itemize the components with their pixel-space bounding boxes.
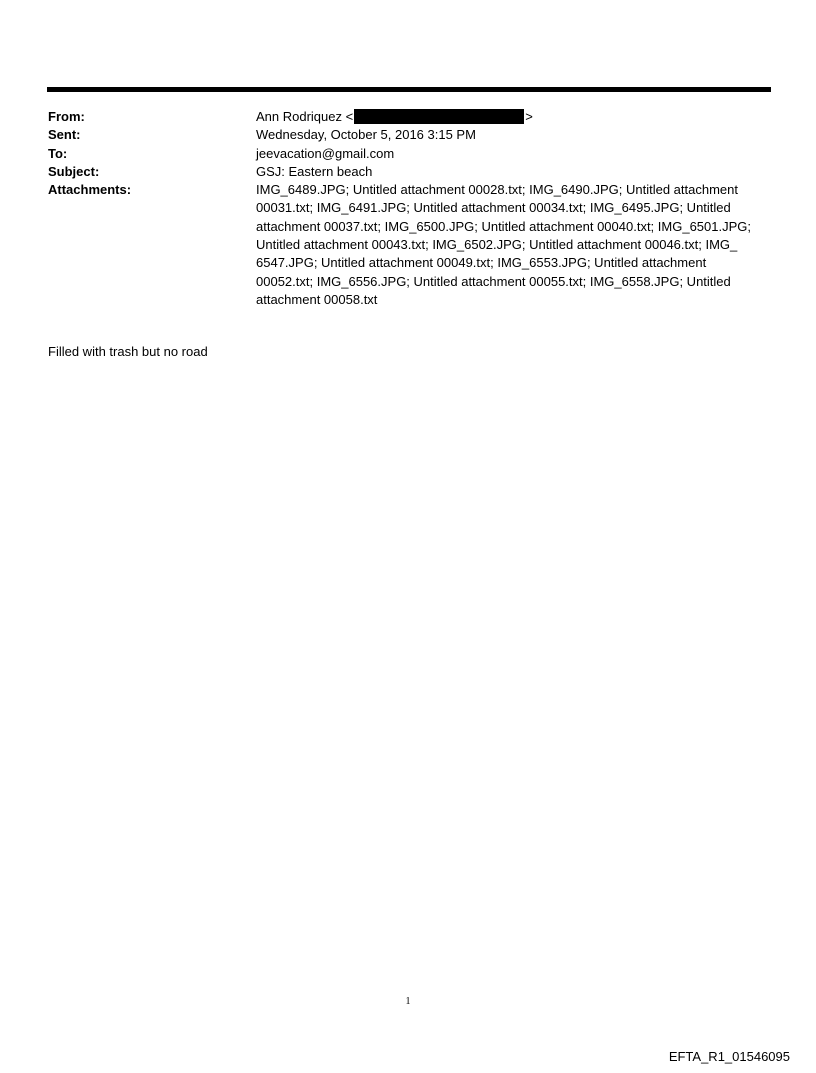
from-value [256, 108, 758, 126]
redaction-box [354, 109, 524, 124]
sent-row [48, 126, 758, 144]
attachments-label: Attachments: [48, 182, 132, 198]
email-header [48, 108, 758, 309]
header-rule [47, 87, 771, 92]
email-body: Filled with trash but no road [48, 344, 208, 359]
from-row [48, 108, 758, 126]
sent-value: Wednesday, October 5, 2016 3:15 PM [256, 127, 476, 143]
subject-value: GSJ: Eastern beach [256, 163, 373, 179]
document-id: EFTA_R1_01546095 [668, 1049, 790, 1064]
to-row [48, 145, 758, 163]
attachments-row [48, 181, 758, 309]
from-label: From: [48, 109, 85, 124]
to-label: To: [48, 145, 68, 161]
from-suffix: > [525, 109, 533, 124]
attachments-value: IMG_6489.JPG; Untitled attachment 00028.txt; IMG_6490.JPG; Untitled attachment 00031.txt; IMG_6491.JPG; Untitled attachment 00034.txt; IMG_6495.JPG; Untitled attachment 00037.txt; IMG_6500.JPG; Untitled attachment 00040.txt; IMG_6501.JPG; Untitled attachment 00043.txt; IMG_6502.JPG; Untitled attachment 00046.txt; IMG_ 6547.JPG; Untitled attachment 00049.txt; IMG_6553.JPG; Untitled attachment 00052.txt; IMG_6556.JPG; Untitled attachment 00055.txt; IMG_6558.JPG; Untitled attachment 00058.txt [256, 182, 751, 307]
sent-label: Sent: [48, 127, 81, 143]
page-number: 1 [405, 996, 411, 1007]
subject-label: Subject: [48, 163, 100, 179]
from-name: Ann Rodriquez < [256, 109, 354, 124]
to-value: jeevacation@gmail.com [256, 145, 395, 161]
subject-row [48, 163, 758, 181]
